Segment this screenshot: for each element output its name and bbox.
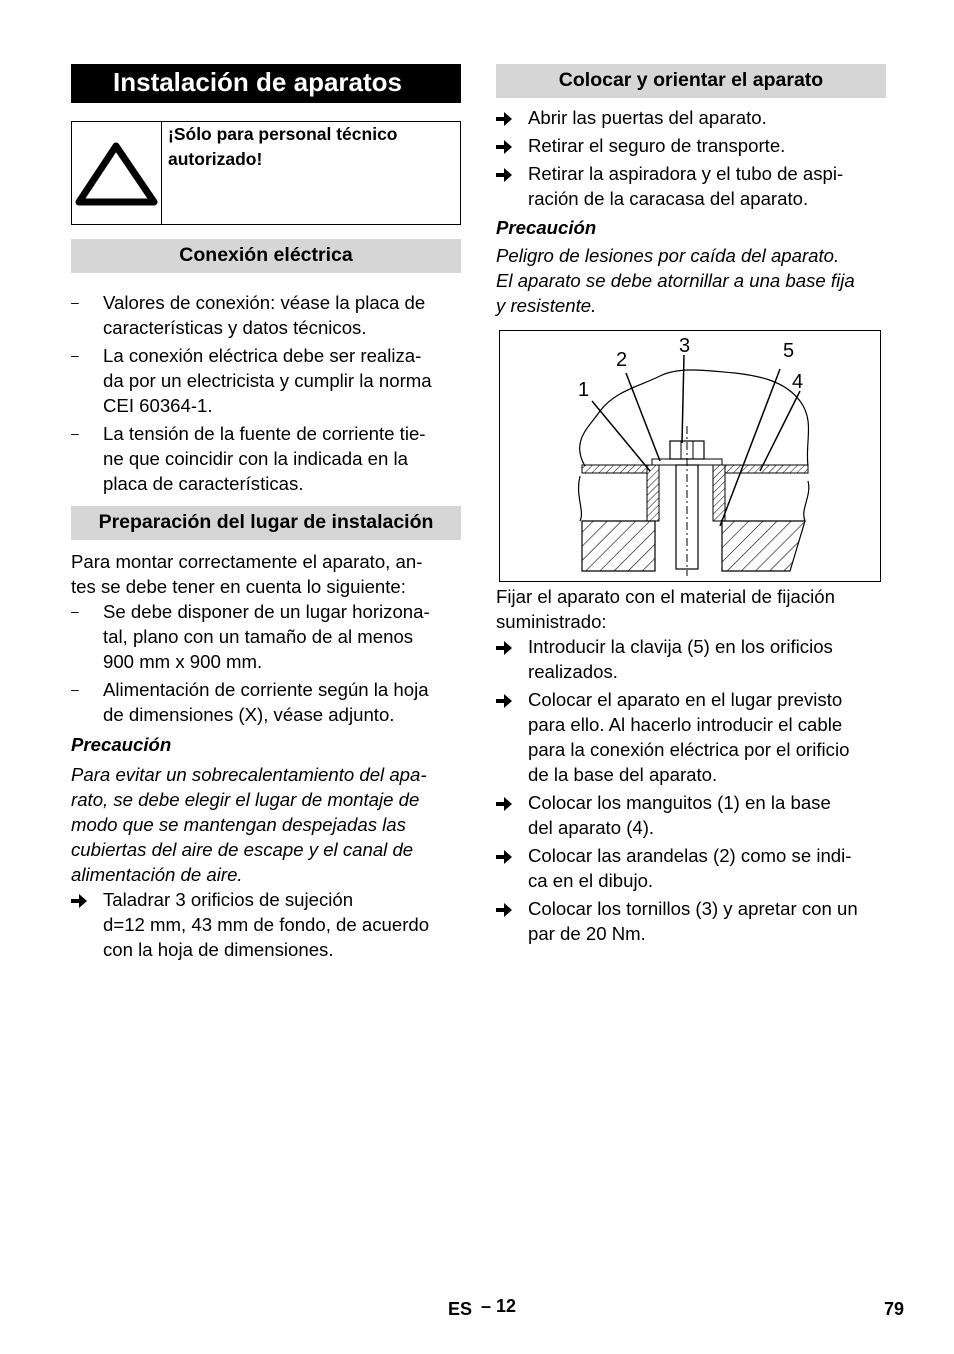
figure-label-5: 5 [783,340,795,362]
footer-lang: ES [448,1299,473,1319]
figure-label-4: 4 [792,371,804,393]
step-item: Colocar el aparato en el lugar previsto para ello. Al hacerlo introducir el cable para la conexión eléctrica por el orificio de la base del aparato. [496,687,886,787]
figure-label-3: 3 [679,335,691,357]
arrow-right-icon [496,790,516,815]
fixing-intro: Fijar el aparato con el material de fijación suministrado: [496,586,835,632]
list-item: – La conexión eléctrica debe ser realiza- da por un electricista y cumplir la norma CEI 60364-1. [71,345,432,416]
figure-label-2: 2 [616,349,628,371]
caution-text: Para evitar un sobrecalentamiento del apa- rato, se debe elegir el lugar de montaje de modo que se mantengan despejadas las cubiertas del aire de escape y el canal de alimentación de aire. [71,764,427,885]
list-item: – La tensión de la fuente de corriente tie- ne que coincidir con la indicada en la placa de características. [71,423,426,494]
step-item: Colocar las arandelas (2) como se indi- ca en el dibujo. [496,843,886,893]
arrow-right-icon [496,105,516,130]
arrow-right-icon [496,843,516,868]
caution-heading: Precaución [496,217,597,238]
step-item: Taladrar 3 orificios de sujeción d=12 mm, 43 mm de fondo, de acuerdo con la hoja de dimensiones. [71,887,461,962]
list-item: – Se debe disponer de un lugar horizona- tal, plano con un tamaño de al menos 900 mm x 900 mm. [71,601,430,672]
mounting-detail-drawing [500,331,880,581]
page-title: Instalación de aparatos [71,64,461,103]
dash-marker: – [71,347,79,363]
step-item: Introducir la clavija (5) en los orificios realizados. [496,634,886,684]
page-number: 79 [884,1299,905,1319]
arrow-right-icon [496,634,516,659]
figure-label-1: 1 [578,379,590,401]
step-item: Abrir las puertas del aparato. [496,105,886,130]
electrical-list [71,290,461,496]
caution-text: Peligro de lesiones por caída del aparato. El aparato se debe atornillar a una base fija y resistente. [496,245,855,316]
arrow-right-icon [496,896,516,921]
arrow-right-icon [496,687,516,712]
step-item: Colocar los manguitos (1) en la base del aparato (4). [496,790,886,840]
right-column [496,64,886,946]
dash-marker: – [71,603,79,619]
left-column [71,64,461,962]
warning-box [71,121,461,225]
warning-triangle-icon [72,122,161,224]
section-heading-electrical: Conexión eléctrica [71,239,461,273]
arrow-right-icon [496,161,516,186]
step-item: Colocar los tornillos (3) y apretar con un par de 20 Nm. [496,896,886,946]
warning-text: ¡Sólo para personal técnico autorizado! [168,124,398,169]
list-item: – Alimentación de corriente según la hoja de dimensiones (X), véase adjunto. [71,679,429,725]
arrow-right-icon [71,887,91,912]
site-prep-intro: Para montar correctamente el aparato, an- tes se debe tener en cuenta lo siguiente: [71,551,423,597]
section-heading-site-prep: Preparación del lugar de instalación [71,506,461,540]
footer-section-page: – 12 [481,1296,517,1316]
step-item: Retirar el seguro de transporte. [496,133,886,158]
dash-marker: – [71,681,79,697]
step-item: Retirar la aspiradora y el tubo de aspi- ración de la caracasa del aparato. [496,161,886,211]
mounting-figure [499,330,881,582]
dash-marker: – [71,294,79,310]
dash-marker: – [71,425,79,441]
list-item: – Valores de conexión: véase la placa de características y datos técnicos. [71,292,426,338]
caution-heading: Precaución [71,734,172,755]
section-heading-placement: Colocar y orientar el aparato [496,64,886,98]
arrow-right-icon [496,133,516,158]
warning-icon-cell [72,122,162,224]
